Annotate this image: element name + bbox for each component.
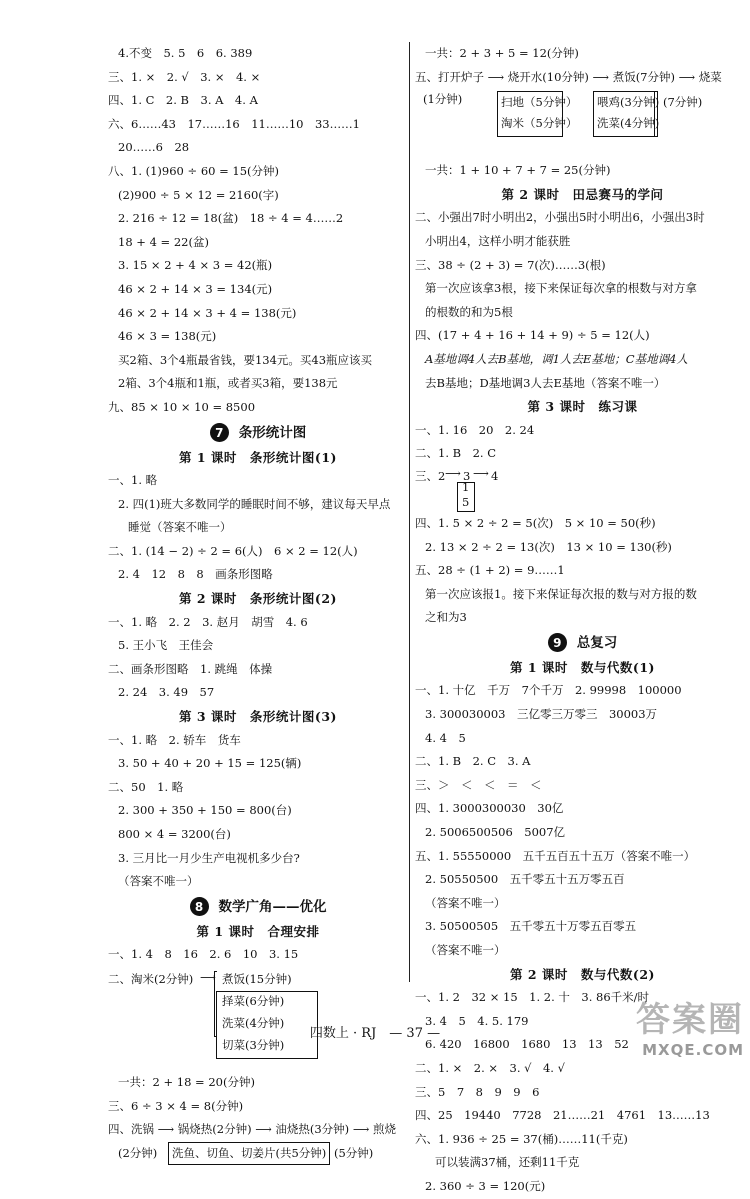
answer-line: 买2箱、3个4瓶最省钱，要134元。买43瓶应该买 — [118, 352, 373, 367]
answer-line: 一、1. 十亿 千万 7个千万 2. 99998 100000 — [415, 683, 682, 698]
answer-line: 四、1. 5 × 2 ÷ 2 = 5(次) 5 × 10 = 50(秒) — [415, 515, 656, 530]
chapter-title: 条形统计图 — [238, 424, 307, 441]
answer-line: 四、25 19440 7728 21……21 4761 13……13 — [415, 1108, 710, 1123]
answer-line: 一、1. 2 32 × 15 1. 2. 十 3. 86千米/时 — [415, 990, 650, 1005]
left-column — [108, 42, 408, 1166]
answer-line: 2. 5006500506 5007亿 — [425, 825, 566, 840]
answer-line: （答案不唯一） — [118, 874, 199, 889]
flow-step-label: 4 — [491, 468, 499, 483]
lesson-heading: 第 2 课时 田忌赛马的学问 — [501, 186, 664, 202]
flow-step-label: 1 — [462, 479, 470, 494]
chapter-number-badge: 9 — [548, 633, 567, 652]
answer-line: 6. 420 16800 1680 13 13 52 — [425, 1037, 629, 1052]
answer-line: 4.不变 5. 5 6 6. 389 — [118, 46, 253, 60]
watermark-url: MXQE.COM — [642, 1041, 744, 1059]
answer-line: 5. 王小飞 王佳会 — [118, 638, 214, 653]
chapter-number-badge: 8 — [190, 897, 209, 916]
answer-line: 可以装满37桶，还剩11千克 — [435, 1155, 580, 1170]
answer-line: 3. 15 × 2 + 4 × 3 = 42(瓶) — [118, 258, 273, 273]
answer-line: 二、1. × 2. × 3. √ 4. √ — [415, 1060, 565, 1075]
answer-line: 一、1. 16 20 2. 24 — [415, 422, 535, 437]
answer-line: 46 × 2 + 14 × 3 + 4 = 138(元) — [118, 305, 297, 320]
answer-line: 二、1. B 2. C 3. A — [415, 754, 531, 769]
answer-line: 四、1. 3000300030 30亿 — [415, 801, 564, 816]
chapter-heading-8 — [108, 894, 408, 920]
chapter-heading-7 — [108, 420, 408, 446]
flow-step-label: 5 — [462, 494, 470, 509]
flow-step-label: (1分钟) — [423, 92, 463, 107]
flow-start-label: 二、淘米(2分钟) — [108, 971, 194, 986]
answer-line: 五、1. 55550000 五千五百五十五万（答案不唯一） — [415, 848, 696, 863]
answer-line: 小明出4，这样小明才能获胜 — [425, 233, 571, 248]
answer-line: A基地调4人去B基地，调1人去E基地；C基地调4人 — [425, 351, 688, 366]
answer-line: 三、38 ÷ (2 + 3) = 7(次)……3(根) — [415, 257, 606, 272]
flow-step-label: 淘米（5分钟） — [501, 116, 578, 131]
watermark-logo — [636, 992, 744, 1059]
answer-line: 3. 50500505 五千零五十万零五百零五 — [425, 919, 637, 934]
answer-line: 第一次应该拿3根，接下来保证每次拿的根数与对方拿 — [425, 281, 697, 296]
lesson-heading: 第 3 课时 练习课 — [527, 399, 638, 415]
answer-line: 一共：1 + 10 + 7 + 7 = 25(分钟) — [425, 163, 611, 178]
answer-line: 睡觉（答案不唯一） — [128, 520, 232, 535]
answer-line: 二、1. B 2. C — [415, 446, 497, 461]
answer-line: 2. 50550500 五千零五十五万零五百 — [425, 872, 625, 887]
chapter-title: 数学广角——优化 — [218, 898, 327, 915]
flow-step-label: 三、2 — [415, 468, 446, 483]
flow-step-label: 切菜(3分钟) — [222, 1037, 285, 1052]
flow-step-label: (5分钟) — [334, 1145, 374, 1160]
chapter-heading-9 — [415, 630, 750, 656]
cooking-flow-diagram — [108, 967, 408, 1071]
answer-line: 一共：2 + 18 = 20(分钟) — [118, 1074, 255, 1089]
fish-flow-row — [108, 1142, 408, 1166]
answer-line: 三、6 ÷ 3 × 4 = 8(分钟) — [108, 1098, 244, 1113]
answer-line: 第一次应该报1。接下来保证每次报的数与对方报的数 — [425, 586, 697, 601]
answer-line: 九、85 × 10 × 10 = 8500 — [108, 399, 256, 414]
chapter-number-badge: 7 — [210, 423, 229, 442]
flow-step-label: 扫地（5分钟） — [501, 95, 578, 110]
answer-line: 三、5 7 8 9 9 6 — [415, 1084, 540, 1099]
answer-line: 18 + 4 = 22(盆) — [118, 234, 209, 249]
answer-line: 2. 360 ÷ 3 = 120(元) — [425, 1178, 546, 1193]
answer-line: 2. 4 12 8 8 画条形图略 — [118, 567, 273, 582]
answer-line: （答案不唯一） — [425, 895, 506, 910]
flow-step-label: 3 — [463, 468, 471, 483]
answer-line: 二、画条形图略 1. 跳绳 体操 — [108, 661, 273, 676]
flow-step-label: 洗菜(4分钟) — [222, 1015, 285, 1030]
flow-step-label: (2分钟) — [118, 1145, 158, 1160]
answer-line: 46 × 3 = 138(元) — [118, 329, 217, 344]
answer-line: 三、1. × 2. √ 3. × 4. × — [108, 69, 261, 84]
answer-line: 2. 216 ÷ 12 = 18(盆) 18 ÷ 4 = 4……2 — [118, 211, 344, 226]
answer-line: 三、＞ ＜ ＜ ＝ ＜ — [415, 777, 542, 792]
answer-line: 2. 13 × 2 ÷ 2 = 13(次) 13 × 10 = 130(秒) — [425, 539, 672, 554]
answer-line: 之和为3 — [425, 610, 467, 625]
answer-line: 五、28 ÷ (1 + 2) = 9……1 — [415, 563, 565, 578]
answer-line: 一、1. 略 2. 2 3. 赵月 胡雪 4. 6 — [108, 614, 308, 629]
answer-line: 2. 300 + 350 + 150 = 800(台) — [118, 803, 292, 818]
answer-line: 2. 四(1)班大多数同学的睡眠时间不够，建议每天早点 — [118, 496, 391, 511]
flow-step-label: (7分钟) — [663, 95, 703, 110]
answer-line: 八、1. (1)960 ÷ 60 = 15(分钟) — [108, 163, 280, 178]
answer-line: 二、小强出7时小明出2，小强出5时小明出6，小强出3时 — [415, 210, 705, 225]
chores-flow-diagram — [415, 89, 750, 159]
bracket-line — [655, 91, 658, 137]
answer-line: 3. 300030003 三亿零三万零三 30003万 — [425, 707, 658, 722]
lesson-heading: 第 2 课时 数与代数(2) — [510, 966, 655, 982]
answer-line: 四、1. C 2. B 3. A 4. A — [108, 93, 258, 108]
flow-step-label: 喂鸡(3分钟) — [597, 95, 660, 110]
answer-line: 六、6……43 17……16 11……10 33……1 — [108, 116, 360, 131]
lesson-heading: 第 2 课时 条形统计图(2) — [179, 591, 337, 607]
answer-line: 800 × 4 = 3200(台) — [118, 827, 231, 841]
flow-step-label: 择菜(6分钟) — [222, 993, 285, 1008]
lesson-heading: 第 3 课时 条形统计图(3) — [179, 709, 337, 725]
flow-step-label: 煮饭(15分钟) — [222, 971, 292, 986]
answer-line: 四、洗锅 ⟶ 锅烧热(2分钟) ⟶ 油烧热(3分钟) ⟶ 煎烧 — [108, 1122, 396, 1137]
answer-line: 20……6 28 — [118, 140, 190, 155]
answer-line: 六、1. 936 ÷ 25 = 37(桶)……11(千克) — [415, 1131, 628, 1146]
answer-line: 一、1. 4 8 16 2. 6 10 3. 15 — [108, 947, 299, 962]
chapter-title: 总复习 — [576, 634, 618, 651]
answer-line: 二、1. (14 − 2) ÷ 2 = 6(人) 6 × 2 = 12(人) — [108, 543, 358, 558]
lesson-heading: 第 1 课时 条形统计图(1) — [179, 449, 337, 465]
arrow-icon: ⟶ — [473, 466, 489, 480]
page-footer: 四数上 · RJ — 37 — — [309, 1026, 441, 1041]
answer-line: 3. 4 5 4. 5. 179 — [425, 1013, 529, 1028]
answer-line: 2. 24 3. 49 57 — [118, 685, 215, 700]
answer-line: 二、50 1. 略 — [108, 779, 184, 794]
answer-line: （答案不唯一） — [425, 943, 506, 957]
lesson-heading: 第 1 课时 数与代数(1) — [510, 659, 655, 675]
answer-line: 2箱、3个4瓶和1瓶，或者买3箱，要138元 — [118, 376, 338, 391]
arrow-icon: ⟶ — [445, 466, 461, 480]
arrow-icon: ⟶ — [200, 970, 216, 984]
answer-line: 3. 三月比一月少生产电视机多少台? — [118, 850, 300, 865]
answer-line: 4. 4 5 — [425, 730, 466, 745]
flow-step-label: 洗菜(4分钟) — [597, 116, 660, 131]
answer-line: 一、1. 略 2. 轿车 货车 — [108, 732, 241, 747]
answer-line: 3. 50 + 40 + 20 + 15 = 125(辆) — [118, 756, 302, 771]
answer-line: 一共：2 + 3 + 5 = 12(分钟) — [425, 46, 579, 60]
flow-step-label: 洗鱼、切鱼、切姜片(共5分钟) — [172, 1145, 327, 1160]
answer-line: 46 × 2 + 14 × 3 = 134(元) — [118, 281, 273, 296]
answer-line: (2)900 ÷ 5 × 12 = 2160(字) — [118, 187, 279, 202]
watermark-text: 答案圈 — [636, 1000, 744, 1040]
number-flow-diagram — [415, 466, 750, 512]
column-divider — [409, 42, 410, 982]
answer-line: 一、1. 略 — [108, 473, 158, 488]
answer-line: 去B基地；D基地调3人去E基地（答案不唯一） — [425, 375, 666, 390]
answer-line: 四、(17 + 4 + 16 + 14 + 9) ÷ 5 = 12(人) — [415, 328, 650, 343]
answer-line: 的根数的和为5根 — [425, 304, 513, 319]
lesson-heading: 第 1 课时 合理安排 — [196, 923, 320, 939]
answer-line: 五、打开炉子 ⟶ 烧开水(10分钟) ⟶ 煮饭(7分钟) ⟶ 烧菜 — [415, 69, 722, 84]
